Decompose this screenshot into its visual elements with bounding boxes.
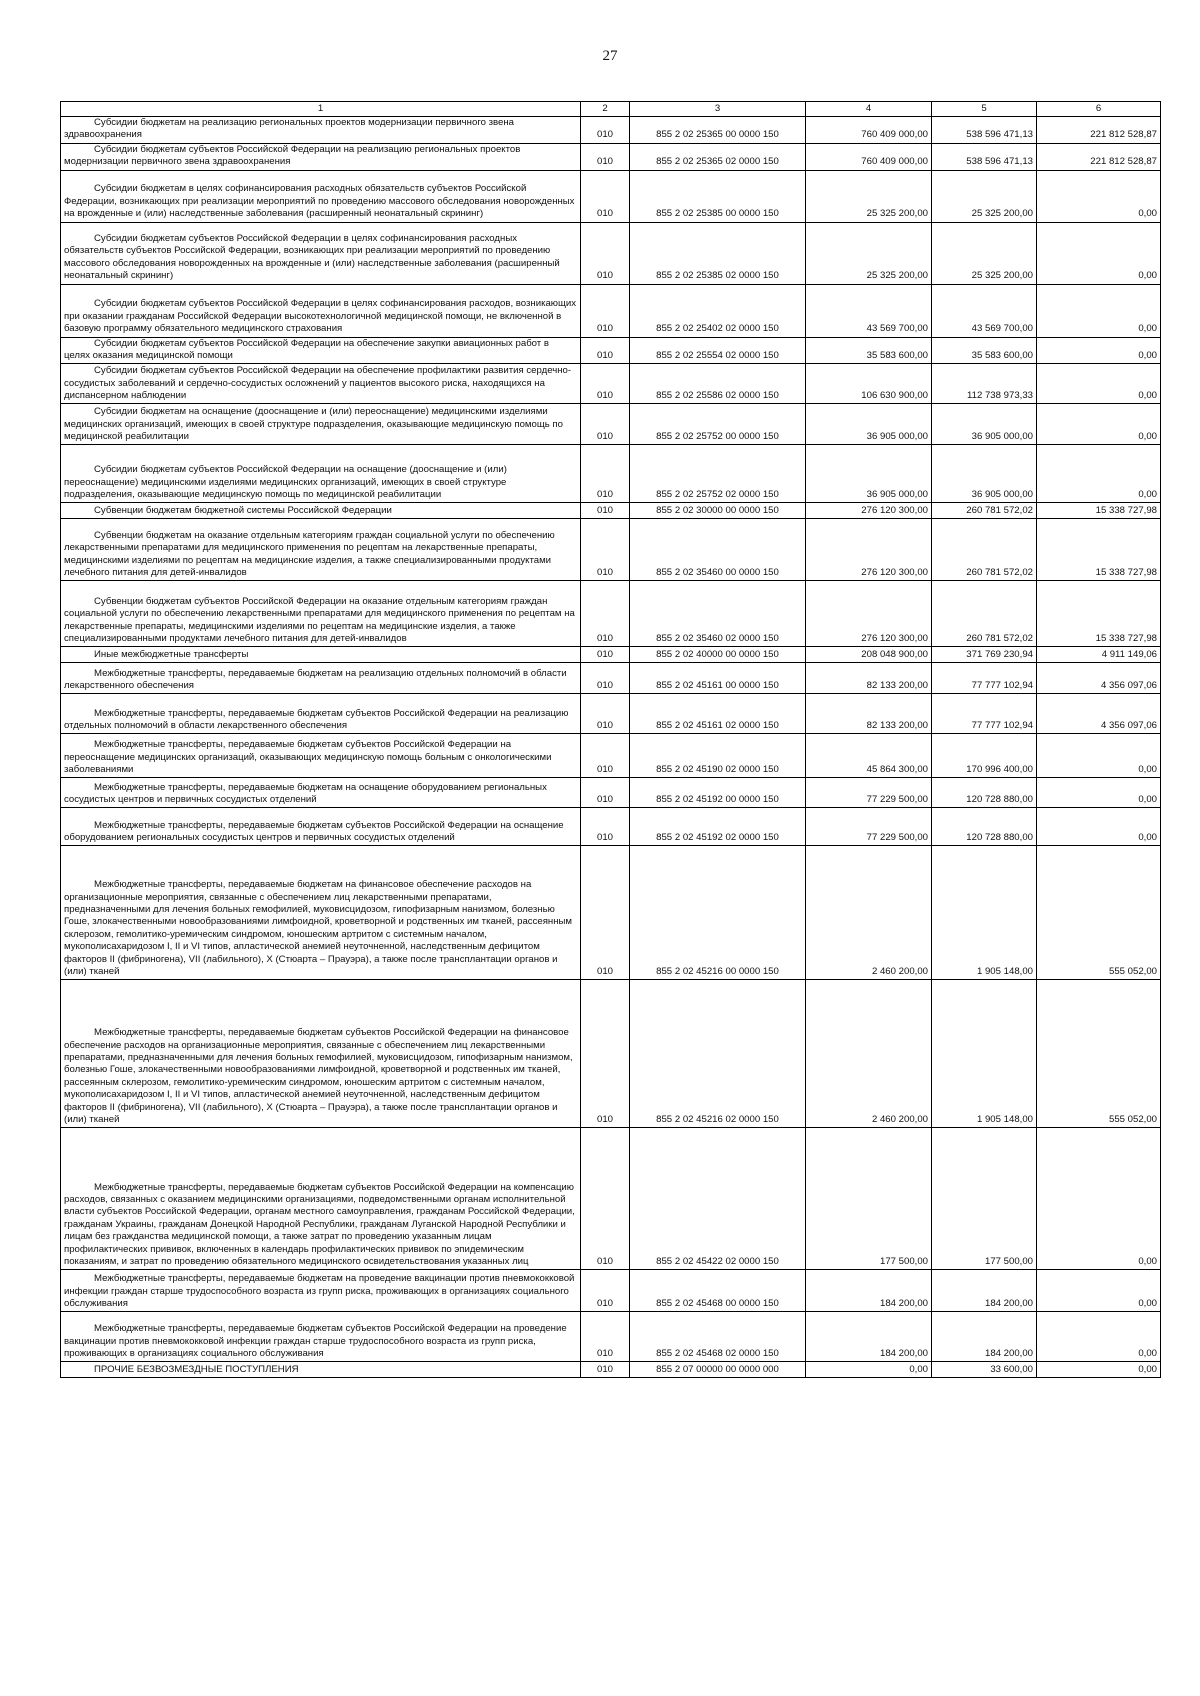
row-remaining: 15 338 727,98 xyxy=(1095,505,1157,517)
row-line-code: 010 xyxy=(596,1256,613,1268)
row-budget-code: 855 2 02 25752 00 0000 150 xyxy=(656,431,779,443)
row-planned: 276 120 300,00 xyxy=(861,505,928,517)
row-name: Межбюджетные трансферты, передаваемые бюджетам субъектов Российской Федерации на переоснащение медицинских организаций, оказывающих медицинскую помощь больным с онкологическими заболеваниями xyxy=(64,739,552,776)
table-row xyxy=(61,980,1161,1128)
row-planned: 82 133 200,00 xyxy=(866,680,928,692)
table-row xyxy=(61,808,1161,846)
row-budget-code: 855 2 02 40000 00 0000 150 xyxy=(656,649,779,661)
row-remaining: 0,00 xyxy=(1138,764,1157,776)
row-budget-code: 855 2 02 25385 00 0000 150 xyxy=(656,208,779,220)
table-row xyxy=(61,846,1161,980)
row-executed: 184 200,00 xyxy=(984,1298,1033,1310)
row-executed: 25 325 200,00 xyxy=(971,208,1033,220)
row-line-code: 010 xyxy=(596,649,613,661)
row-line-code: 010 xyxy=(596,764,613,776)
page-number: 27 xyxy=(602,48,618,64)
row-name: Межбюджетные трансферты, передаваемые бюджетам субъектов Российской Федерации на реализацию отдельных полномочий в области лекарственного обеспечения xyxy=(64,707,569,732)
table-row xyxy=(61,143,1161,170)
row-remaining: 555 052,00 xyxy=(1108,1114,1157,1126)
row-remaining: 0,00 xyxy=(1138,489,1157,501)
table-row xyxy=(61,663,1161,694)
row-planned: 77 229 500,00 xyxy=(866,832,928,844)
row-name: Межбюджетные трансферты, передаваемые бюджетам субъектов Российской Федерации на проведение вакцинации против пневмококковой инфекции граждан старше трудоспособного возраста из групп риска, проживающих в организациях социального обслуживания xyxy=(64,1323,567,1360)
row-executed: 260 781 572,02 xyxy=(966,633,1033,645)
row-line-code: 010 xyxy=(596,794,613,806)
row-budget-code: 855 2 02 35460 02 0000 150 xyxy=(656,633,779,645)
table-row xyxy=(61,337,1161,364)
table-row xyxy=(61,364,1161,404)
row-remaining: 0,00 xyxy=(1138,323,1157,335)
table-row xyxy=(61,694,1161,734)
row-planned: 177 500,00 xyxy=(879,1256,928,1268)
row-name: Субсидии бюджетам в целях софинансирования расходных обязательств субъектов Российской Федерации, возникающих при реализации мероприятий по проведению массового обследования новорожденных на врожденные и (или) наследственные заболевания (расширенный неонатальный скрининг) xyxy=(64,183,575,220)
row-budget-code: 855 2 02 45468 02 0000 150 xyxy=(656,1348,779,1360)
column-number: 5 xyxy=(932,102,1037,117)
row-remaining: 15 338 727,98 xyxy=(1095,567,1157,579)
row-executed: 25 325 200,00 xyxy=(971,270,1033,282)
row-line-code: 010 xyxy=(596,832,613,844)
row-planned: 2 460 200,00 xyxy=(871,1114,928,1126)
row-line-code: 010 xyxy=(596,505,613,517)
row-executed: 177 500,00 xyxy=(984,1256,1033,1268)
row-name: Субвенции бюджетам субъектов Российской Федерации на оказание отдельным категориям граждан социальной услуги по обеспечению лекарственными препаратами для медицинского применения по рецептам на лекарственные препараты, медицинскими изделиями по рецептам на медицинские изделия, а также специализированными продуктами лечебного питания для детей-инвалидов xyxy=(64,595,575,645)
column-number-row xyxy=(61,102,1161,117)
row-remaining: 15 338 727,98 xyxy=(1095,633,1157,645)
table-row xyxy=(61,1362,1161,1378)
row-line-code: 010 xyxy=(596,1364,613,1376)
row-name: Субсидии бюджетам на реализацию региональных проектов модернизации первичного звена здравоохранения xyxy=(64,117,514,141)
row-planned: 208 048 900,00 xyxy=(861,649,928,661)
row-budget-code: 855 2 02 25365 00 0000 150 xyxy=(656,129,779,141)
table-row xyxy=(61,117,1161,144)
table-row xyxy=(61,284,1161,337)
row-remaining: 0,00 xyxy=(1138,350,1157,362)
row-executed: 371 769 230,94 xyxy=(966,649,1033,661)
row-name: Субвенции бюджетам бюджетной системы Российской Федерации xyxy=(94,505,392,517)
row-planned: 184 200,00 xyxy=(879,1348,928,1360)
row-executed: 77 777 102,94 xyxy=(971,680,1033,692)
row-line-code: 010 xyxy=(596,270,613,282)
row-line-code: 010 xyxy=(596,966,613,978)
row-remaining: 0,00 xyxy=(1138,1298,1157,1310)
table-row xyxy=(61,222,1161,284)
row-budget-code: 855 2 02 25554 02 0000 150 xyxy=(656,350,779,362)
budget-execution-table xyxy=(60,101,1161,1378)
row-line-code: 010 xyxy=(596,567,613,579)
row-name: Межбюджетные трансферты, передаваемые бюджетам на оснащение оборудованием региональных сосудистых центров и первичных сосудистых отделений xyxy=(64,781,547,806)
row-executed: 112 738 973,33 xyxy=(967,390,1033,402)
row-line-code: 010 xyxy=(596,323,613,335)
row-planned: 45 864 300,00 xyxy=(866,764,928,776)
row-budget-code: 855 2 02 25586 02 0000 150 xyxy=(656,390,779,402)
row-name: Межбюджетные трансферты, передаваемые бюджетам субъектов Российской Федерации на компенсацию расходов, связанных с оказанием медицинскими организациями, подведомственными органам исполнительной власти субъектов Российской Федерации, органам местного самоуправления, гражданам Российской Федерации, гражданам Украины, гражданам Донецкой Народной Республики, гражданам Луганской Народной Республики и лицам без гражданства медицинской помощи, а также затрат по проведению указанным лицам профилактических прививок, включенных в календарь профилактических прививок по эпидемическим показаниям, и затрат по проведению обязательного медицинского освидетельствования указанных лиц xyxy=(64,1181,575,1268)
table-row xyxy=(61,647,1161,663)
row-line-code: 010 xyxy=(596,431,613,443)
row-budget-code: 855 2 02 30000 00 0000 150 xyxy=(656,505,779,517)
row-budget-code: 855 2 02 45216 02 0000 150 xyxy=(656,1114,779,1126)
row-line-code: 010 xyxy=(596,350,613,362)
row-budget-code: 855 2 02 45190 02 0000 150 xyxy=(656,764,779,776)
row-budget-code: 855 2 02 45161 02 0000 150 xyxy=(656,720,779,732)
row-executed: 538 596 471,13 xyxy=(966,129,1033,141)
row-remaining: 0,00 xyxy=(1138,1364,1157,1376)
table-row xyxy=(61,1312,1161,1362)
row-budget-code: 855 2 02 45468 00 0000 150 xyxy=(656,1298,779,1310)
row-executed: 1 905 148,00 xyxy=(976,1114,1033,1126)
row-name: Субсидии бюджетам на оснащение (дооснащение и (или) переоснащение) медицинскими изделиями медицинских организаций, имеющих в своей структуре подразделения, оказывающие медицинскую помощь по медицинской реабилитации xyxy=(64,406,563,443)
row-budget-code: 855 2 02 45192 02 0000 150 xyxy=(656,832,779,844)
row-planned: 36 905 000,00 xyxy=(866,431,928,443)
row-name: Межбюджетные трансферты, передаваемые бюджетам субъектов Российской Федерации на финансовое обеспечение расходов на организационные мероприятия, связанные с обеспечением лиц лекарственными препаратами, предназначенными для лечения больных гемофилией, муковисцидозом, гипофизарным нанизмом, болезнью Гоше, злокачественными новообразованиями лимфоидной, кроветворной и родственных им тканей, рассеянным склерозом, гемолитико-уремическим синдромом, юношеским артритом с системным началом, мукополисахаридозом I, II и VI типов, апластической анемией неуточненной, наследственным дефицитом факторов II (фибриногена), VII (лабильного), X (Стюарта – Прауэра), а также после трансплантации органов и (или) тканей xyxy=(64,1027,573,1126)
row-remaining: 221 812 528,87 xyxy=(1090,156,1157,168)
row-budget-code: 855 2 02 45161 00 0000 150 xyxy=(656,680,779,692)
table-row xyxy=(61,445,1161,503)
row-remaining: 221 812 528,87 xyxy=(1090,129,1157,141)
row-name: ПРОЧИЕ БЕЗВОЗМЕЗДНЫЕ ПОСТУПЛЕНИЯ xyxy=(94,1364,299,1376)
row-remaining: 0,00 xyxy=(1138,832,1157,844)
row-budget-code: 855 2 02 45192 00 0000 150 xyxy=(656,794,779,806)
row-planned: 184 200,00 xyxy=(879,1298,928,1310)
row-line-code: 010 xyxy=(596,489,613,501)
row-budget-code: 855 2 07 00000 00 0000 000 xyxy=(656,1364,779,1376)
row-planned: 2 460 200,00 xyxy=(871,966,928,978)
row-executed: 33 600,00 xyxy=(990,1364,1033,1376)
row-executed: 120 728 880,00 xyxy=(966,794,1033,806)
row-name: Субсидии бюджетам субъектов Российской Федерации на реализацию региональных проектов модернизации первичного звена здравоохранения xyxy=(64,143,521,168)
row-budget-code: 855 2 02 45422 02 0000 150 xyxy=(656,1256,779,1268)
row-line-code: 010 xyxy=(596,633,613,645)
row-remaining: 4 911 149,06 xyxy=(1101,649,1157,661)
column-number: 2 xyxy=(581,102,630,117)
row-budget-code: 855 2 02 25402 02 0000 150 xyxy=(656,323,779,335)
row-planned: 43 569 700,00 xyxy=(866,323,928,335)
row-remaining: 0,00 xyxy=(1138,208,1157,220)
row-executed: 260 781 572,02 xyxy=(966,505,1033,517)
row-name: Субсидии бюджетам субъектов Российской Федерации в целях софинансирования расходов, возникающих при оказании гражданам Российской Федерации высокотехнологичной медицинской помощи, не включенной в базовую программу обязательного медицинского страхования xyxy=(64,298,577,335)
row-planned: 77 229 500,00 xyxy=(866,794,928,806)
row-remaining: 0,00 xyxy=(1138,390,1157,402)
row-executed: 260 781 572,02 xyxy=(966,567,1033,579)
row-planned: 760 409 000,00 xyxy=(861,129,928,141)
row-name: Субсидии бюджетам субъектов Российской Федерации на обеспечение профилактики развития сердечно-сосудистых заболеваний и сердечно-сосудистых осложнений у пациентов высокого риска, находящихся на диспансерном наблюдении xyxy=(64,365,572,402)
column-number: 3 xyxy=(630,102,806,117)
row-executed: 36 905 000,00 xyxy=(971,489,1033,501)
row-name: Субвенции бюджетам на оказание отдельным категориям граждан социальной услуги по обеспечению лекарственными препаратами для медицинского применения по рецептам на лекарственные препараты, медицинскими изделиями по рецептам на медицинские изделия, а также специализированными продуктами лечебного питания для детей-инвалидов xyxy=(64,529,555,579)
table-row xyxy=(61,1128,1161,1270)
row-executed: 170 996 400,00 xyxy=(966,764,1033,776)
row-remaining: 4 356 097,06 xyxy=(1100,680,1157,692)
row-line-code: 010 xyxy=(596,720,613,732)
row-remaining: 0,00 xyxy=(1138,431,1157,443)
row-remaining: 0,00 xyxy=(1138,1256,1157,1268)
row-name: Межбюджетные трансферты, передаваемые бюджетам на проведение вакцинации против пневмококковой инфекции граждан старше трудоспособного возраста из групп риска, проживающих в организациях социального обслуживания xyxy=(64,1273,575,1310)
row-planned: 82 133 200,00 xyxy=(866,720,928,732)
row-executed: 36 905 000,00 xyxy=(971,431,1033,443)
row-name: Межбюджетные трансферты, передаваемые бюджетам на реализацию отдельных полномочий в области лекарственного обеспечения xyxy=(64,667,567,692)
row-budget-code: 855 2 02 25752 02 0000 150 xyxy=(656,489,779,501)
table-row xyxy=(61,778,1161,808)
row-name: Субсидии бюджетам субъектов Российской Федерации в целях софинансирования расходных обязательств субъектов Российской Федерации, возникающих при реализации мероприятий по проведению массового обследования новорожденных на врожденные и (или) наследственные заболевания (расширенный неонатальный скрининг) xyxy=(64,233,560,282)
row-executed: 538 596 471,13 xyxy=(966,156,1033,168)
column-number: 1 xyxy=(61,102,581,117)
row-line-code: 010 xyxy=(596,129,613,141)
row-budget-code: 855 2 02 35460 00 0000 150 xyxy=(656,567,779,579)
row-executed: 43 569 700,00 xyxy=(971,323,1033,335)
row-executed: 77 777 102,94 xyxy=(971,720,1033,732)
row-remaining: 0,00 xyxy=(1138,1348,1157,1360)
row-remaining: 0,00 xyxy=(1138,794,1157,806)
row-remaining: 0,00 xyxy=(1138,270,1157,282)
row-line-code: 010 xyxy=(596,156,613,168)
row-executed: 1 905 148,00 xyxy=(976,966,1033,978)
row-budget-code: 855 2 02 45216 00 0000 150 xyxy=(656,966,779,978)
table-row xyxy=(61,404,1161,445)
row-executed: 184 200,00 xyxy=(984,1348,1033,1360)
row-planned: 25 325 200,00 xyxy=(866,270,928,282)
row-remaining: 4 356 097,06 xyxy=(1100,720,1157,732)
row-line-code: 010 xyxy=(596,390,613,402)
row-planned: 106 630 900,00 xyxy=(861,390,928,402)
column-number: 4 xyxy=(806,102,932,117)
row-name: Межбюджетные трансферты, передаваемые бюджетам субъектов Российской Федерации на оснащение оборудованием региональных сосудистых центров и первичных сосудистых отделений xyxy=(64,819,564,844)
row-name: Иные межбюджетные трансферты xyxy=(94,649,249,661)
row-line-code: 010 xyxy=(596,208,613,220)
row-executed: 120 728 880,00 xyxy=(966,832,1033,844)
table-row xyxy=(61,581,1161,647)
row-line-code: 010 xyxy=(596,1298,613,1310)
row-planned: 276 120 300,00 xyxy=(861,633,928,645)
table-row xyxy=(61,170,1161,222)
row-budget-code: 855 2 02 25365 02 0000 150 xyxy=(656,156,779,168)
row-executed: 35 583 600,00 xyxy=(971,350,1033,362)
table-row xyxy=(61,734,1161,778)
row-name: Субсидии бюджетам субъектов Российской Федерации на оснащение (дооснащение и (или) переоснащение) медицинскими изделиями медицинских организаций, имеющих в своей структуре подразделения, оказывающие медицинскую помощь по медицинской реабилитации xyxy=(64,464,507,501)
row-planned: 0,00 xyxy=(909,1364,928,1376)
table-row xyxy=(61,503,1161,519)
row-planned: 276 120 300,00 xyxy=(861,567,928,579)
table-row xyxy=(61,1270,1161,1312)
row-line-code: 010 xyxy=(596,680,613,692)
row-planned: 36 905 000,00 xyxy=(866,489,928,501)
row-remaining: 555 052,00 xyxy=(1108,966,1157,978)
row-planned: 760 409 000,00 xyxy=(861,156,928,168)
row-line-code: 010 xyxy=(596,1348,613,1360)
row-planned: 25 325 200,00 xyxy=(866,208,928,220)
row-name: Межбюджетные трансферты, передаваемые бюджетам на финансовое обеспечение расходов на организационные мероприятия, связанные с обеспечением лиц лекарственными препаратами, предназначенными для лечения больных гемофилией, муковисцидозом, гипофизарным нанизмом, болезнью Гоше, злокачественными новообразованиями лимфоидной, кроветворной и родственных им тканей, рассеянным склерозом, гемолитико-уремическим синдромом, юношеским артритом с системным началом, мукополисахаридозом I, II и VI типов, апластической анемией неуточненной, наследственным дефицитом факторов II (фибриногена), VII (лабильного), X (Стюарта – Прауэра), а также после трансплантации органов и (или) тканей xyxy=(64,879,573,978)
column-number: 6 xyxy=(1037,102,1161,117)
table-row xyxy=(61,519,1161,581)
row-budget-code: 855 2 02 25385 02 0000 150 xyxy=(656,270,779,282)
row-name: Субсидии бюджетам субъектов Российской Федерации на обеспечение закупки авиационных работ в целях оказания медицинской помощи xyxy=(64,337,549,362)
row-line-code: 010 xyxy=(596,1114,613,1126)
row-planned: 35 583 600,00 xyxy=(866,350,928,362)
